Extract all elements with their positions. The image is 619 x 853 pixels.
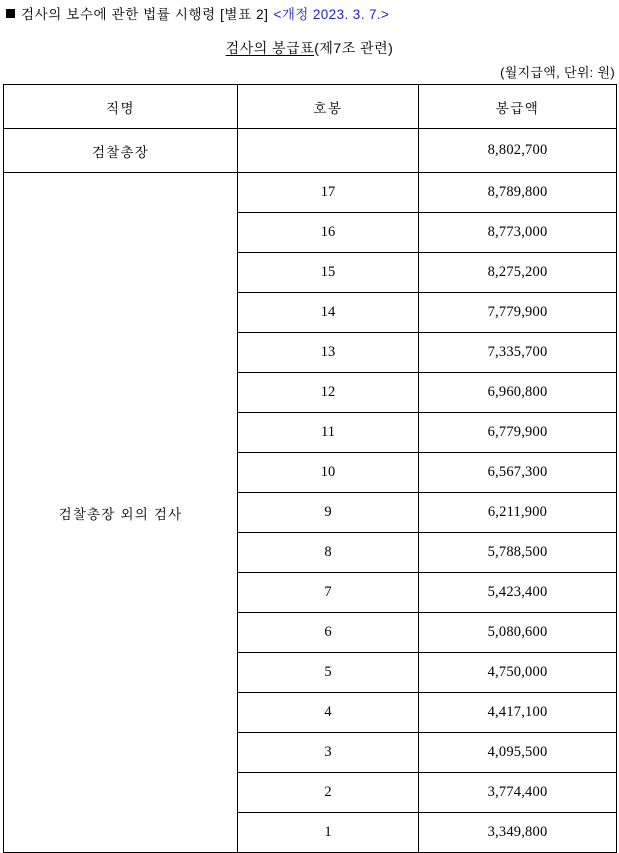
cell-grade: 9 <box>238 493 419 533</box>
cell-grade <box>238 129 419 173</box>
cell-grade: 12 <box>238 373 419 413</box>
cell-pay: 6,567,300 <box>419 453 617 493</box>
cell-grade: 5 <box>238 653 419 693</box>
cell-grade: 14 <box>238 293 419 333</box>
table-title-sub: (제7조 관련) <box>314 40 394 56</box>
column-header-title: 직명 <box>4 85 238 129</box>
cell-title-merged: 검찰총장 외의 검사 <box>4 173 238 853</box>
column-header-grade: 호봉 <box>238 85 419 129</box>
document-heading-text: 검사의 보수에 관한 법률 시행령 [별표 2] <box>21 7 269 22</box>
table-header-row <box>4 85 617 129</box>
cell-pay: 7,779,900 <box>419 293 617 333</box>
cell-pay: 6,960,800 <box>419 373 617 413</box>
cell-grade: 17 <box>238 173 419 213</box>
cell-title: 검찰총장 <box>4 129 238 173</box>
document-heading <box>6 6 613 24</box>
amendment-note: <개정 2023. 3. 7.> <box>273 7 390 22</box>
cell-pay: 4,417,100 <box>419 693 617 733</box>
cell-pay: 8,773,000 <box>419 213 617 253</box>
cell-pay: 6,211,900 <box>419 493 617 533</box>
cell-grade: 6 <box>238 613 419 653</box>
cell-grade: 16 <box>238 213 419 253</box>
cell-grade: 4 <box>238 693 419 733</box>
cell-grade: 3 <box>238 733 419 773</box>
cell-pay: 5,080,600 <box>419 613 617 653</box>
table-row <box>4 129 617 173</box>
cell-grade: 8 <box>238 533 419 573</box>
column-header-pay: 봉급액 <box>419 85 617 129</box>
cell-pay: 8,275,200 <box>419 253 617 293</box>
cell-grade: 1 <box>238 813 419 853</box>
cell-grade: 13 <box>238 333 419 373</box>
cell-pay: 8,789,800 <box>419 173 617 213</box>
cell-grade: 10 <box>238 453 419 493</box>
cell-pay: 4,095,500 <box>419 733 617 773</box>
cell-pay: 5,788,500 <box>419 533 617 573</box>
cell-pay: 4,750,000 <box>419 653 617 693</box>
table-title <box>0 38 619 58</box>
unit-note: (월지급액, 단위: 원) <box>500 65 615 80</box>
table-title-main: 검사의 봉급표 <box>225 40 315 56</box>
cell-pay: 3,774,400 <box>419 773 617 813</box>
filled-square-bullet-icon <box>6 9 15 18</box>
cell-pay: 8,802,700 <box>419 129 617 173</box>
cell-pay: 3,349,800 <box>419 813 617 853</box>
salary-table <box>3 84 617 853</box>
cell-grade: 11 <box>238 413 419 453</box>
cell-pay: 5,423,400 <box>419 573 617 613</box>
cell-pay: 7,335,700 <box>419 333 617 373</box>
cell-grade: 15 <box>238 253 419 293</box>
cell-grade: 2 <box>238 773 419 813</box>
table-row <box>4 173 617 213</box>
cell-pay: 6,779,900 <box>419 413 617 453</box>
cell-grade: 7 <box>238 573 419 613</box>
